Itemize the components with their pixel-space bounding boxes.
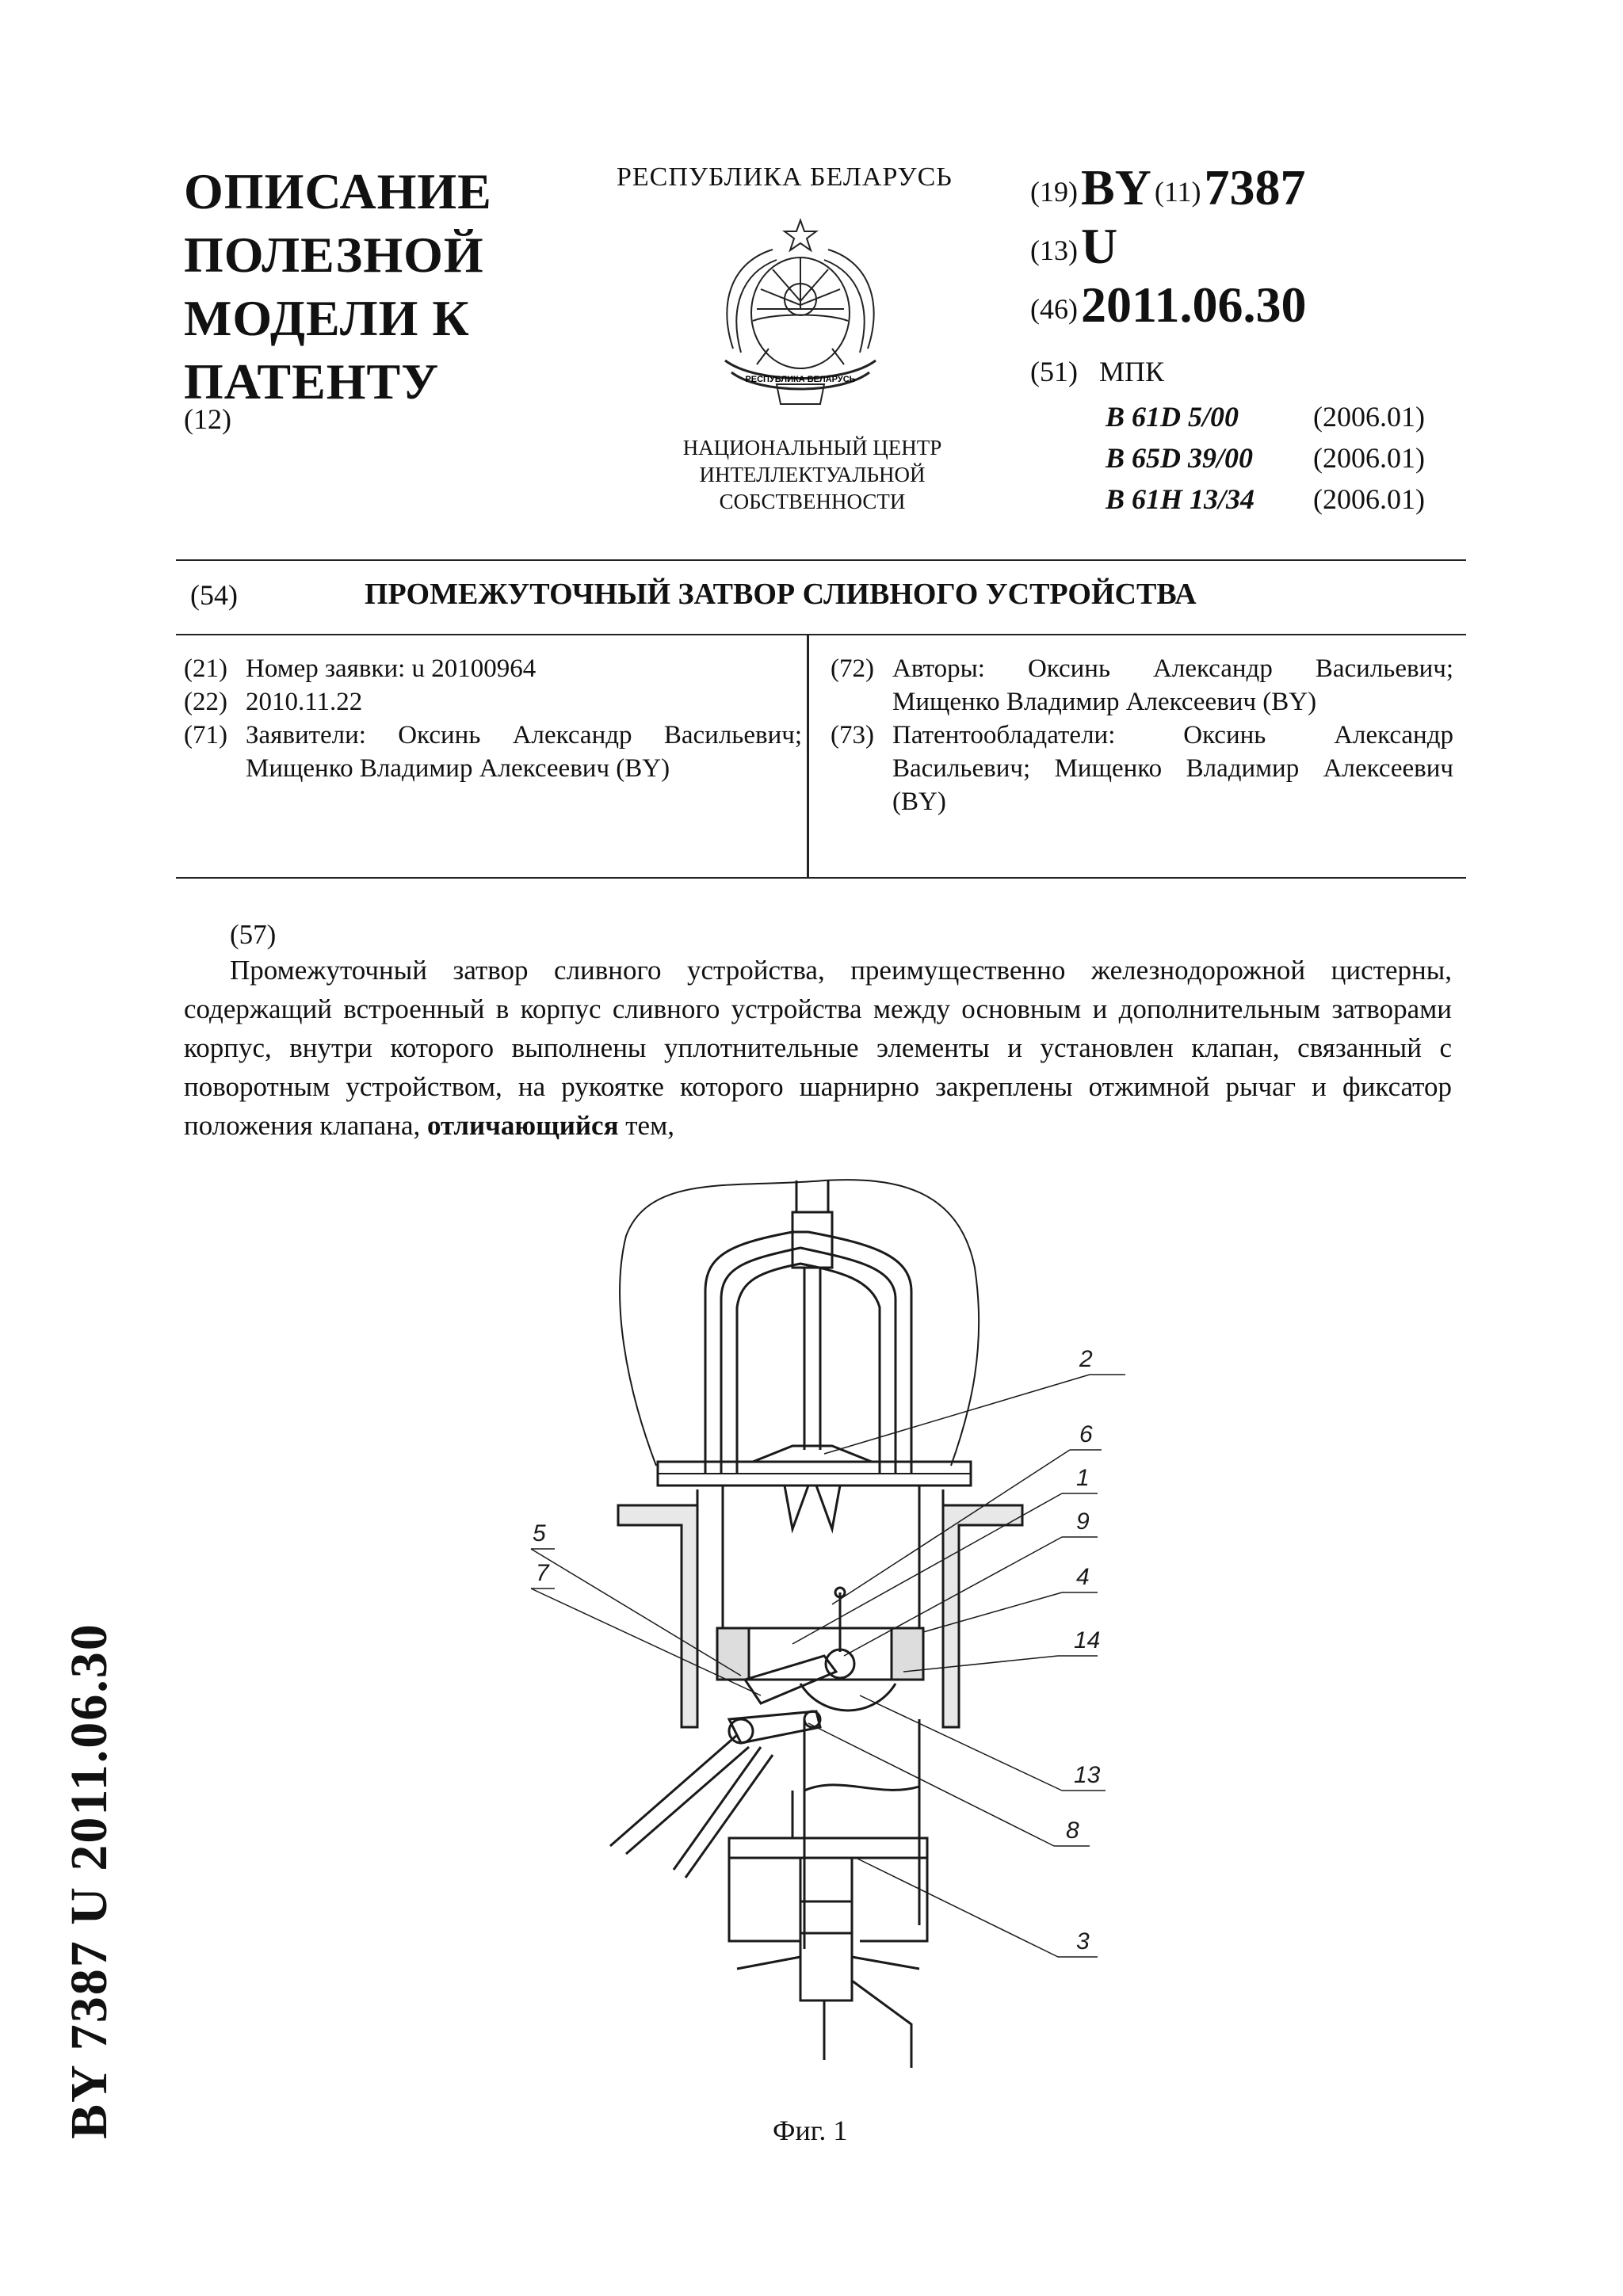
part-label: 9 xyxy=(1076,1508,1090,1535)
part-label: 2 xyxy=(1079,1346,1093,1372)
mpk-code: B 61H 13/34 xyxy=(1106,483,1255,515)
title-line: ПОЛЕЗНОЙ xyxy=(184,227,484,283)
title-code: (54) xyxy=(190,579,238,611)
invention-title: ПРОМЕЖУТОЧНЫЙ ЗАТВОР СЛИВНОГО УСТРОЙСТВА xyxy=(365,578,1197,611)
part-label: 1 xyxy=(1076,1465,1090,1491)
part-label: 6 xyxy=(1079,1421,1093,1447)
biblio-text: 2010.11.22 xyxy=(246,688,363,716)
biblio-text: Номер заявки: u 20100964 xyxy=(246,654,537,683)
office-line: СОБСТВЕННОСТИ xyxy=(719,490,906,513)
part-label: 3 xyxy=(1076,1928,1090,1955)
mpk-code: B 65D 39/00 xyxy=(1106,442,1254,474)
biblio-text: Авторы: Оксинь Александр Васильевич; Мищенко Владимир Алексеевич (BY) xyxy=(892,654,1453,716)
biblio-code: (73) xyxy=(831,721,874,749)
code-46: (46) xyxy=(1030,293,1078,325)
patent-number: 7387 xyxy=(1204,159,1306,215)
biblio-code: (21) xyxy=(184,654,227,683)
part-label: 8 xyxy=(1066,1817,1079,1844)
mpk-version: (2006.01) xyxy=(1313,442,1425,474)
abstract-part: тем, xyxy=(618,1110,674,1141)
biblio-text: Патентообладатели: Оксинь Александр Васильевич; Мищенко Владимир Алексеевич (BY) xyxy=(892,721,1453,816)
side-stamp: BY 7387 U 2011.06.30 xyxy=(60,1623,118,2139)
publication-date: 2011.06.30 xyxy=(1080,277,1307,333)
code-19: (19) xyxy=(1030,176,1078,208)
mpk-title: МПК xyxy=(1098,356,1165,387)
biblio-text: Заявители: Оксинь Александр Васильевич; Мищенко Владимир Алексеевич (BY) xyxy=(246,721,802,783)
abstract-code: (57) xyxy=(230,919,277,950)
code-13: (13) xyxy=(1030,235,1078,266)
part-label: 5 xyxy=(533,1520,546,1547)
abstract-part: Промежуточный затвор сливного устройства, преимущественно железнодорожной цистерны, содержащий встроенный в корпус сливного устройства между основным и дополнительным затворами корпус, внутри которого выполнены уплотнительные элементы и установлен клапан, связанный с поворотным устройством, на рукоятке которого шарнирно закреплены отжимной рычаг и фиксатор положения клапана, xyxy=(184,955,1452,1141)
office-line: ИНТЕЛЛЕКТУАЛЬНОЙ xyxy=(699,463,926,486)
code-51: (51) xyxy=(1030,356,1078,387)
mpk-code: B 61D 5/00 xyxy=(1106,401,1239,433)
code-11: (11) xyxy=(1154,176,1201,208)
biblio-code: (71) xyxy=(184,721,227,749)
mpk-version: (2006.01) xyxy=(1313,401,1425,433)
country-code: BY xyxy=(1080,159,1151,215)
title-line: ОПИСАНИЕ xyxy=(184,163,492,219)
emblem-text: РЕСПУБЛИКА БЕЛАРУСЬ xyxy=(745,375,856,384)
figure-caption: Фиг. 1 xyxy=(773,2115,848,2146)
title-line: ПАТЕНТУ xyxy=(184,353,440,410)
part-label: 4 xyxy=(1076,1564,1090,1590)
office-line: НАЦИОНАЛЬНЫЙ ЦЕНТР xyxy=(682,436,942,460)
code-12: (12) xyxy=(184,403,231,435)
title-line: МОДЕЛИ К xyxy=(184,290,470,346)
abstract-bold: отличающийся xyxy=(427,1110,619,1141)
mpk-version: (2006.01) xyxy=(1313,483,1425,515)
biblio-code: (72) xyxy=(831,654,874,683)
republic-name: РЕСПУБЛИКА БЕЛАРУСЬ xyxy=(617,162,953,192)
part-label: 14 xyxy=(1074,1627,1101,1653)
kind-code: U xyxy=(1080,218,1118,274)
part-label: 13 xyxy=(1074,1762,1101,1788)
part-label: 7 xyxy=(536,1560,549,1586)
biblio-code: (22) xyxy=(184,688,227,716)
